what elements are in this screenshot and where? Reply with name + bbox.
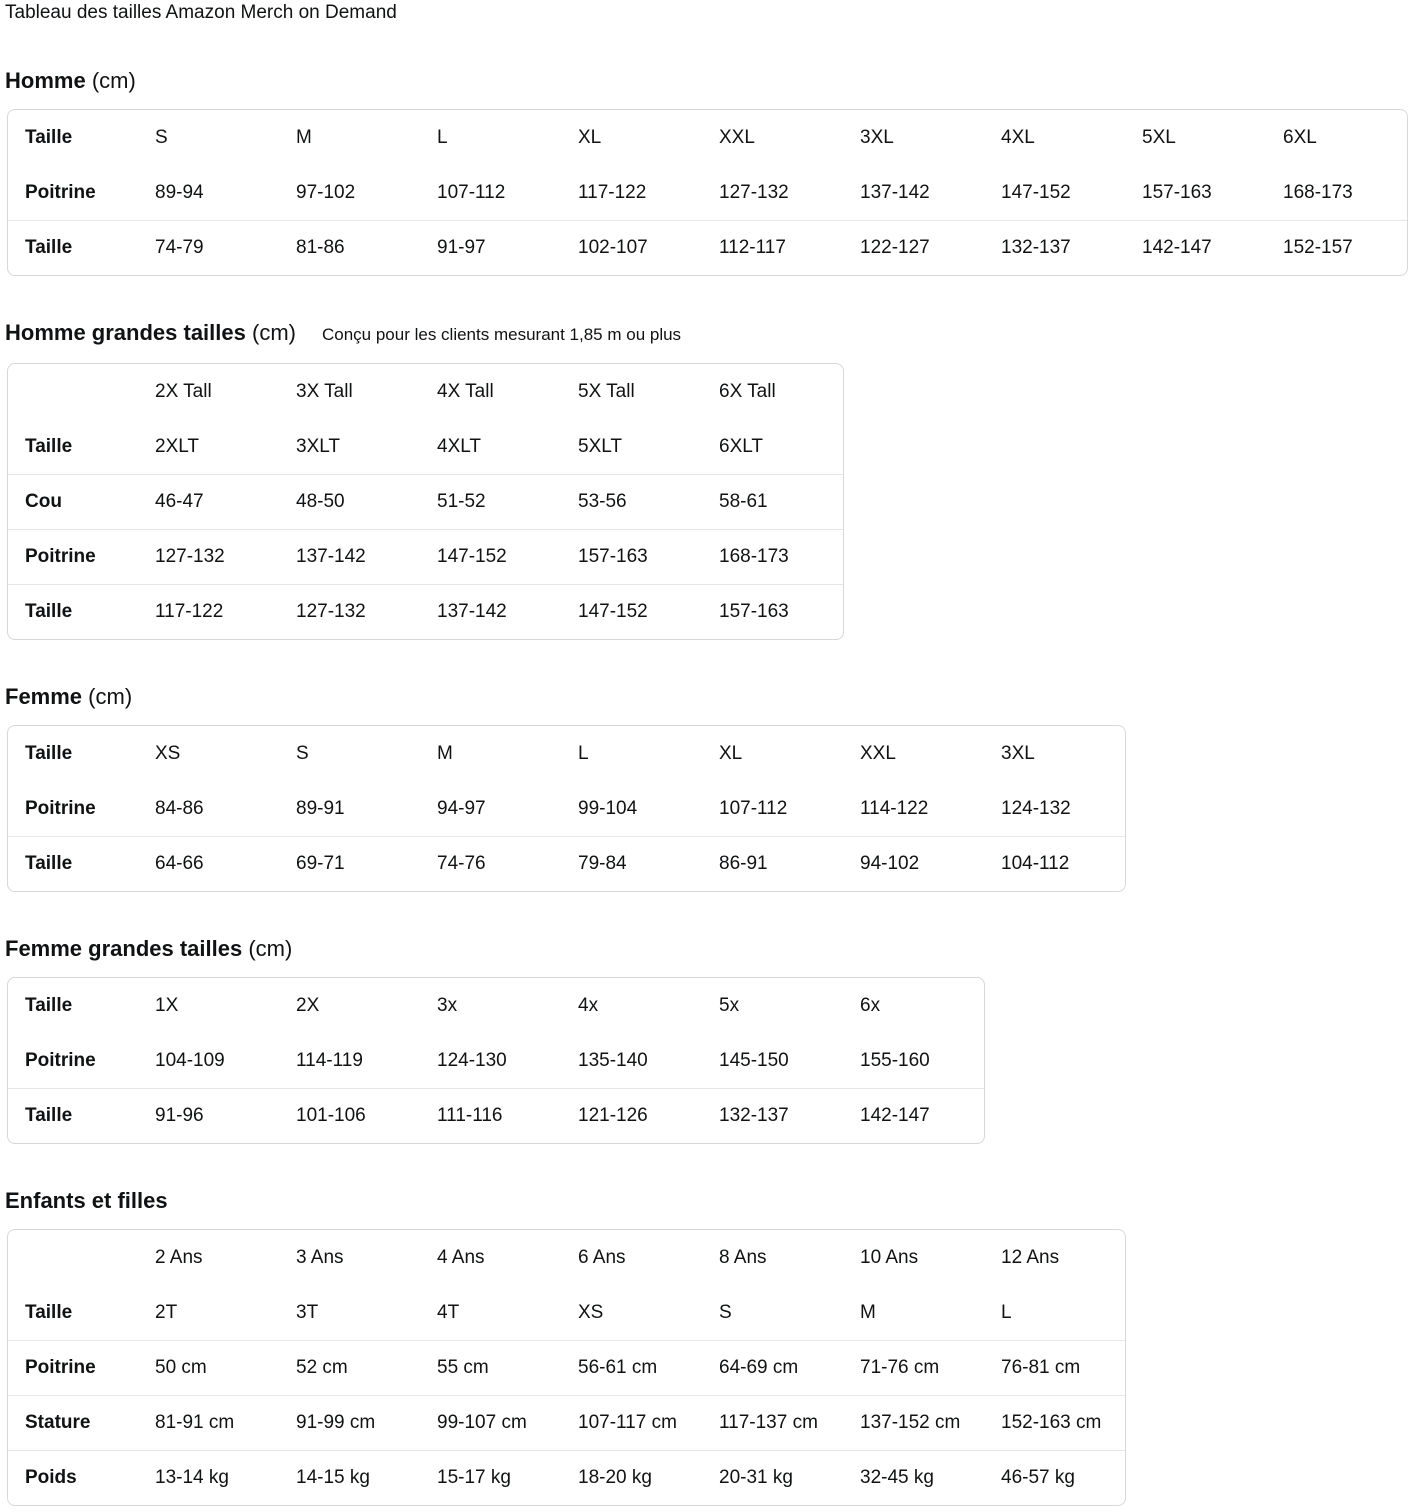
value-cell: 89-94: [155, 181, 204, 203]
value-cell: 89-91: [296, 797, 345, 819]
section-heading-text: Homme: [5, 68, 86, 93]
header-cell: 4X Tall: [437, 380, 494, 402]
value-cell: 127-132: [719, 181, 789, 203]
header-cell: M: [437, 742, 453, 764]
value-cell: 69-71: [279, 836, 420, 891]
value-cell: 117-122: [578, 181, 647, 203]
table-header-row: [8, 364, 843, 419]
value-cell: 124-132: [1001, 797, 1071, 819]
value-cell: 145-150: [719, 1049, 789, 1071]
value-cell: 117-122: [138, 584, 279, 639]
section-heading-text: Enfants et filles: [5, 1188, 168, 1213]
header-cell: 5x: [719, 994, 740, 1016]
size-table-femme-grandes-tailles: [7, 977, 985, 1144]
value-cell: 137-152 cm: [843, 1395, 984, 1450]
header-cell: L: [578, 742, 589, 764]
header-cell: 6x: [860, 994, 881, 1016]
header-cell: XXL: [860, 742, 896, 764]
value-cell: 4T: [437, 1301, 460, 1323]
header-cell: 5XL: [1142, 126, 1176, 148]
section-femme-grandes-tailles: [4, 936, 1417, 1144]
header-cell: 6X Tall: [719, 380, 776, 402]
value-cell: 74-76: [420, 836, 561, 891]
section-heading-unit: (cm): [91, 68, 136, 93]
table-row: [8, 529, 843, 584]
value-cell: 4XLT: [437, 435, 482, 457]
value-cell: 91-99 cm: [279, 1395, 420, 1450]
header-cell: 10 Ans: [860, 1246, 919, 1268]
value-cell: 132-137: [702, 1088, 843, 1143]
header-label-cell: Taille: [25, 742, 73, 764]
row-label-cell: Taille: [8, 836, 138, 891]
value-cell: 94-102: [843, 836, 984, 891]
section-heading: [5, 320, 1417, 348]
value-cell: 101-106: [279, 1088, 420, 1143]
value-cell: 107-112: [719, 797, 788, 819]
table-row: [8, 220, 1407, 275]
table-row: [8, 836, 1125, 891]
row-label-cell: Cou: [8, 474, 138, 529]
size-table-femme: [7, 725, 1126, 892]
value-cell: 142-147: [843, 1088, 984, 1143]
value-cell: 127-132: [279, 584, 420, 639]
value-cell: 114-119: [296, 1049, 363, 1071]
section-heading-unit: (cm): [252, 320, 296, 345]
value-cell: 99-107 cm: [420, 1395, 561, 1450]
page-title: Tableau des tailles Amazon Merch on Demand: [5, 2, 397, 23]
header-cell: 3x: [437, 994, 458, 1016]
value-cell: 104-112: [984, 836, 1125, 891]
table-row: [8, 1088, 984, 1143]
header-cell: 12 Ans: [1001, 1246, 1060, 1268]
value-cell: 71-76 cm: [843, 1340, 984, 1395]
value-cell: 58-61: [702, 474, 843, 529]
value-cell: 111-116: [420, 1088, 561, 1143]
header-cell: 1X: [155, 994, 179, 1016]
row-label-cell: Taille: [8, 584, 138, 639]
value-cell: 46-57 kg: [984, 1450, 1125, 1505]
row-label-cell: Poitrine: [25, 1049, 96, 1071]
value-cell: 50 cm: [138, 1340, 279, 1395]
value-cell: 122-127: [843, 220, 984, 275]
value-cell: 157-163: [702, 584, 843, 639]
value-cell: 13-14 kg: [138, 1450, 279, 1505]
section-heading-text: Femme: [5, 684, 83, 709]
value-cell: 74-79: [138, 220, 279, 275]
value-cell: 3XLT: [296, 435, 341, 457]
table-row: [8, 781, 1125, 836]
value-cell: 6XLT: [719, 435, 764, 457]
row-label-cell: Poids: [8, 1450, 138, 1505]
value-cell: 79-84: [561, 836, 702, 891]
table-row: [8, 1395, 1125, 1450]
row-label-cell: Poitrine: [8, 529, 138, 584]
table-row: [8, 1285, 1125, 1340]
value-cell: 137-142: [860, 181, 930, 203]
section-heading: [5, 68, 1417, 94]
value-cell: L: [1001, 1301, 1012, 1323]
row-label-cell: Stature: [8, 1395, 138, 1450]
value-cell: 168-173: [1283, 181, 1353, 203]
row-label-cell: Taille: [25, 1301, 73, 1323]
header-cell: 3X Tall: [296, 380, 353, 402]
value-cell: 86-91: [702, 836, 843, 891]
header-cell: 6 Ans: [578, 1246, 626, 1268]
header-cell: M: [296, 126, 312, 148]
value-cell: 53-56: [561, 474, 702, 529]
value-cell: 97-102: [296, 181, 356, 203]
value-cell: 5XLT: [578, 435, 623, 457]
value-cell: 91-96: [138, 1088, 279, 1143]
row-label-cell: Taille: [8, 220, 138, 275]
header-cell: 4XL: [1001, 126, 1035, 148]
section-homme-grandes-tailles: [4, 320, 1417, 640]
value-cell: 52 cm: [279, 1340, 420, 1395]
value-cell: 64-66: [138, 836, 279, 891]
section-heading-unit: (cm): [88, 684, 133, 709]
table-row: [8, 419, 843, 474]
section-enfants-et-filles: [4, 1188, 1417, 1506]
table-row: [8, 584, 843, 639]
row-label-cell: Poitrine: [25, 181, 96, 203]
value-cell: 20-31 kg: [702, 1450, 843, 1505]
header-label-cell: [8, 364, 138, 419]
value-cell: 55 cm: [420, 1340, 561, 1395]
header-cell: XXL: [719, 126, 755, 148]
header-cell: 3 Ans: [296, 1246, 344, 1268]
value-cell: 56-61 cm: [561, 1340, 702, 1395]
value-cell: M: [860, 1301, 876, 1323]
value-cell: 152-163 cm: [984, 1395, 1125, 1450]
header-label-cell: Taille: [25, 126, 73, 148]
header-cell: 4x: [578, 994, 599, 1016]
value-cell: 147-152: [561, 584, 702, 639]
value-cell: 2XLT: [155, 435, 200, 457]
header-cell: 8 Ans: [719, 1246, 767, 1268]
header-cell: 6XL: [1283, 126, 1317, 148]
section-heading: [5, 1188, 1417, 1214]
value-cell: 32-45 kg: [843, 1450, 984, 1505]
value-cell: 14-15 kg: [279, 1450, 420, 1505]
row-label-cell: Taille: [8, 1088, 138, 1143]
header-cell: XL: [578, 126, 602, 148]
header-label-cell: [8, 1230, 138, 1285]
value-cell: 124-130: [437, 1049, 507, 1071]
header-cell: S: [296, 742, 309, 764]
table-row: [8, 1340, 1125, 1395]
section-heading-subtitle: Conçu pour les clients mesurant 1,85 m ou plus: [321, 325, 682, 344]
value-cell: 46-47: [138, 474, 279, 529]
value-cell: S: [719, 1301, 732, 1323]
section-heading: [5, 936, 1417, 962]
header-cell: 2X Tall: [155, 380, 212, 402]
table-header-row: [8, 726, 1125, 781]
value-cell: 147-152: [1001, 181, 1071, 203]
value-cell: 155-160: [860, 1049, 930, 1071]
value-cell: 142-147: [1125, 220, 1266, 275]
header-cell: L: [437, 126, 448, 148]
header-cell: XL: [719, 742, 743, 764]
value-cell: 168-173: [702, 529, 843, 584]
value-cell: 132-137: [984, 220, 1125, 275]
row-label-cell: Taille: [25, 435, 73, 457]
value-cell: 102-107: [561, 220, 702, 275]
value-cell: 15-17 kg: [420, 1450, 561, 1505]
value-cell: 157-163: [561, 529, 702, 584]
header-cell: 2 Ans: [155, 1246, 203, 1268]
row-label-cell: Poitrine: [8, 1340, 138, 1395]
header-label-cell: Taille: [25, 994, 73, 1016]
table-header-row: [8, 110, 1407, 165]
header-cell: 3XL: [860, 126, 894, 148]
header-cell: 5X Tall: [578, 380, 635, 402]
table-row: [8, 165, 1407, 220]
section-heading-unit: (cm): [248, 936, 293, 961]
value-cell: 117-137 cm: [702, 1395, 843, 1450]
size-table-homme-grandes-tailles: [7, 363, 844, 640]
section-heading-text: Femme grandes tailles: [5, 936, 243, 961]
value-cell: 94-97: [437, 797, 486, 819]
value-cell: 121-126: [561, 1088, 702, 1143]
value-cell: 107-112: [437, 181, 506, 203]
table-header-row: [8, 1230, 1125, 1285]
value-cell: 112-117: [702, 220, 843, 275]
value-cell: 76-81 cm: [984, 1340, 1125, 1395]
table-row: [8, 1033, 984, 1088]
value-cell: XS: [578, 1301, 604, 1323]
table-row: [8, 1450, 1125, 1505]
value-cell: 147-152: [420, 529, 561, 584]
header-cell: 3XL: [1001, 742, 1035, 764]
section-heading: [5, 684, 1417, 710]
value-cell: 51-52: [420, 474, 561, 529]
header-cell: XS: [155, 742, 181, 764]
value-cell: 91-97: [420, 220, 561, 275]
table-header-row: [8, 978, 984, 1033]
value-cell: 135-140: [578, 1049, 648, 1071]
value-cell: 99-104: [578, 797, 638, 819]
value-cell: 3T: [296, 1301, 319, 1323]
section-homme: [4, 68, 1417, 276]
value-cell: 107-117 cm: [561, 1395, 702, 1450]
value-cell: 137-142: [279, 529, 420, 584]
size-table-enfants-et-filles: [7, 1229, 1126, 1506]
value-cell: 48-50: [279, 474, 420, 529]
section-heading-text: Homme grandes tailles: [5, 320, 246, 345]
value-cell: 2T: [155, 1301, 178, 1323]
header-cell: 2X: [296, 994, 320, 1016]
section-femme: [4, 684, 1417, 892]
value-cell: 114-122: [860, 797, 929, 819]
value-cell: 137-142: [420, 584, 561, 639]
header-cell: 4 Ans: [437, 1246, 485, 1268]
value-cell: 84-86: [155, 797, 204, 819]
value-cell: 104-109: [155, 1049, 225, 1071]
value-cell: 127-132: [138, 529, 279, 584]
value-cell: 81-91 cm: [138, 1395, 279, 1450]
value-cell: 18-20 kg: [561, 1450, 702, 1505]
size-table-homme: [7, 109, 1408, 276]
value-cell: 81-86: [279, 220, 420, 275]
table-row: [8, 474, 843, 529]
header-cell: S: [155, 126, 168, 148]
value-cell: 157-163: [1142, 181, 1212, 203]
value-cell: 64-69 cm: [702, 1340, 843, 1395]
row-label-cell: Poitrine: [25, 797, 96, 819]
value-cell: 152-157: [1266, 220, 1407, 275]
